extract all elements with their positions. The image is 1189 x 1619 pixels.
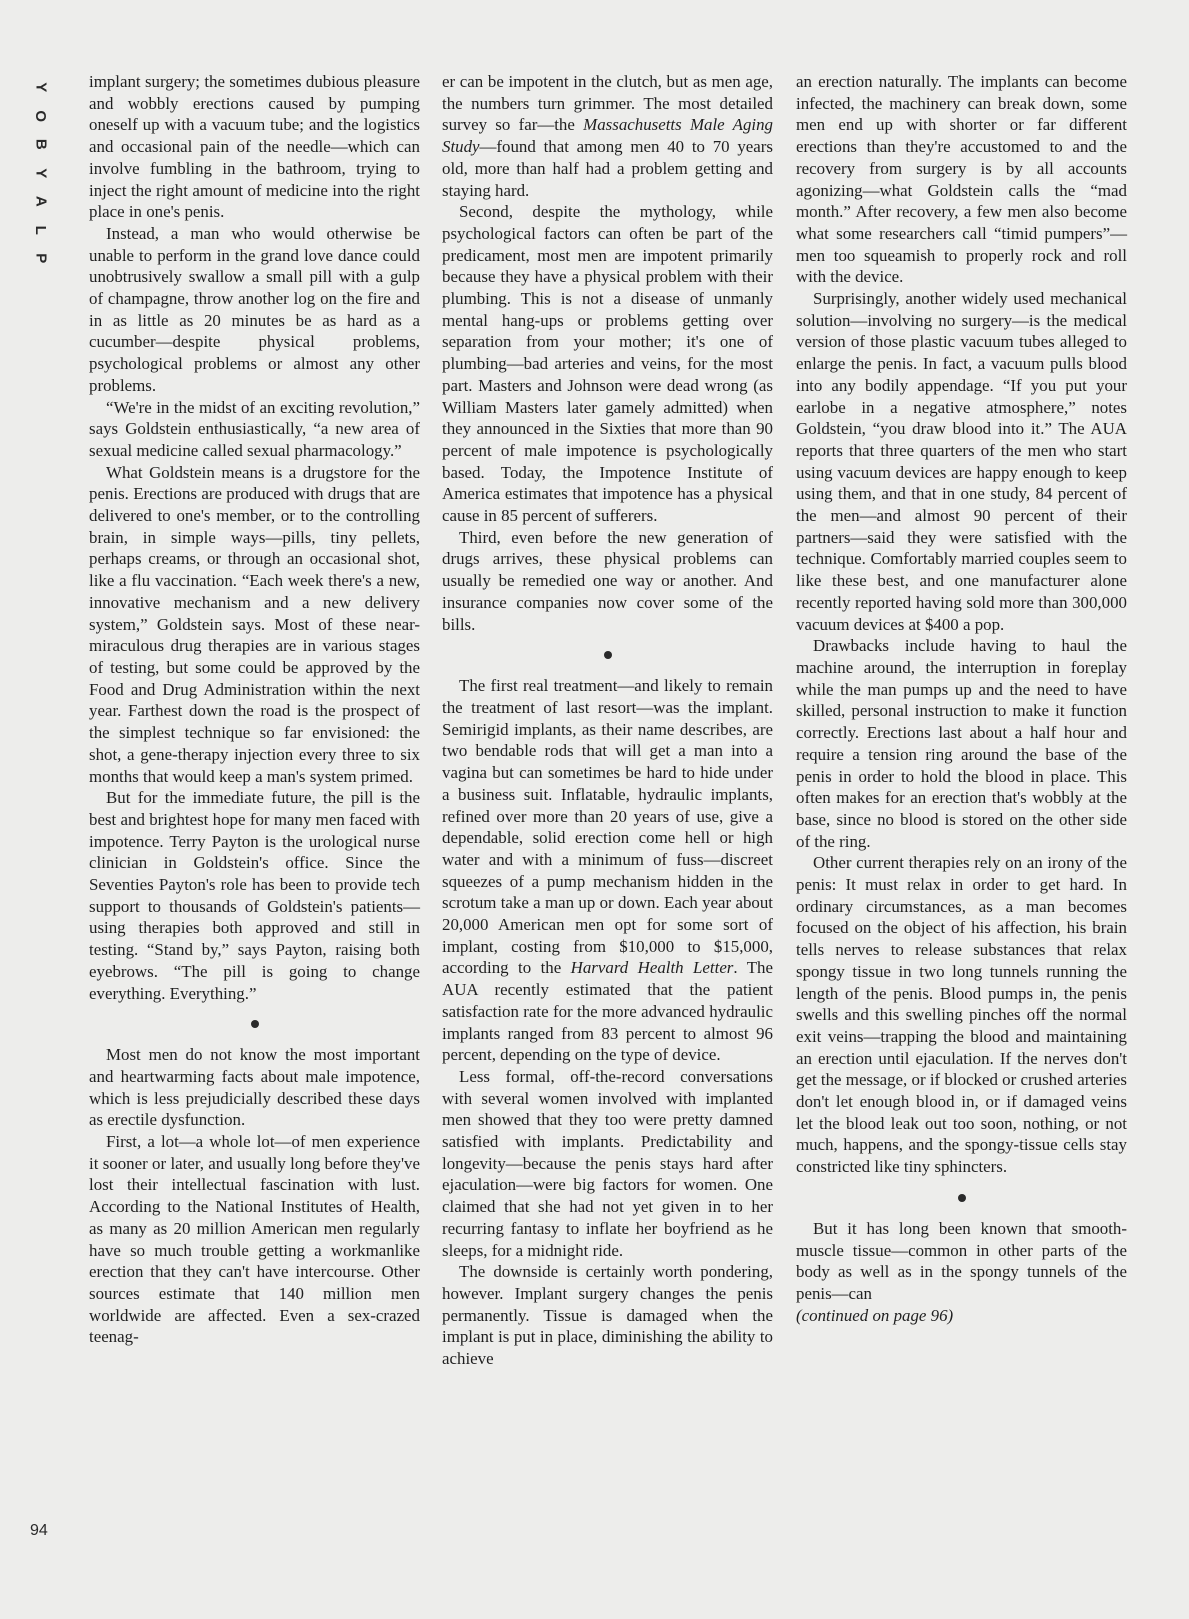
magazine-brand bbox=[30, 73, 50, 273]
section-break-bullet bbox=[796, 1178, 1127, 1218]
paragraph: Drawbacks include having to haul the machine around, the interruption in foreplay while the man pumps up and the need to have skilled, personal instruction to make it function correctly. Erections last about a half hour and require a tension ring around the base of the penis in order to hold the blood in place. This often makes for an erection that's wobbly at the base, since no blood is stored on the other side of the ring. bbox=[796, 636, 1127, 851]
paragraph: implant surgery; the sometimes dubious pleasure and wobbly erections caused by pumping oneself up with a vacuum tube; and the logistics and occasional pain of the needle—which can involve fumbling in the bathroom, trying to inject the right amount of medicine into the right place in one's penis. bbox=[89, 72, 420, 222]
text-run: —found that among men 40 to 70 years old, more than half had a problem getting and staying hard. bbox=[442, 137, 773, 200]
brand-letter: Y bbox=[32, 82, 50, 93]
paragraph: But it has long been known that smooth-muscle tissue—common in other parts of the body as well as in the spongy tunnels of the penis—can bbox=[796, 1218, 1127, 1303]
page-number: 94 bbox=[30, 1522, 48, 1539]
section-break-bullet bbox=[442, 635, 773, 675]
paragraph: “We're in the midst of an exciting revolution,” says Goldstein enthusiastically, “a new area of sexual medicine called sexual pharmacology.” bbox=[89, 397, 420, 460]
brand-letter: P bbox=[32, 253, 50, 264]
column-3 bbox=[796, 71, 1127, 1326]
text-run: The first real treatment—and likely to remain the treatment of last resort—was the implant. Semirigid implants, as their name describes, are two bendable rods that will get a man into a vagina but can sometimes be hard to hide under a business suit. Inflatable, hydraulic implants, refined over more than 20 years of use, give a dependable, solid erection come hell or high water and with a minimum of fuss—discreet squeezes of a pump mechanism hidden in the scrotum take a man up or down. Each year about 20,000 American men opt for some sort of implant, costing from $10,000 to $15,000, according to the bbox=[442, 676, 773, 978]
paragraph bbox=[442, 71, 773, 201]
paragraph: Other current therapies rely on an irony of the penis: It must relax in order to get hard. In ordinary circumstances, as a man becomes focused on the object of his affection, his brain tells nerves to release substances that relax spongy tissue in two long tunnels running the length of the penis. Blood pumps in, the penis swells and this swelling pinches off the normal exit veins—trapping the blood and maintaining an erection until ejaculation. If the nerves don't get the message, or if blocked or crushed arteries don't let enough blood in, or if damaged veins let the blood leak out too soon, nothing, or not much, happens, and the spongy-tissue cells stay constricted like tiny sphincters. bbox=[796, 853, 1127, 1177]
paragraph: But for the immediate future, the pill is the best and brightest hope for many men faced with impotence. Terry Payton is the urological nurse clinician in Goldstein's office. Since the Seventies Payton's role has been to provide tech support to thousands of Goldstein's patients—using therapies both approved and still in testing. “Stand by,” says Payton, raising both eyebrows. “The pill is going to change everything. Everything.” bbox=[89, 788, 420, 1003]
paragraph: The downside is certainly worth pondering, however. Implant surgery changes the penis permanently. Tissue is damaged when the implant is put in place, diminishing the ability to achieve bbox=[442, 1262, 773, 1369]
paragraph: What Goldstein means is a drugstore for the penis. Erections are produced with drugs that are delivered to one's member, or to the controlling brain, in simple ways—pills, tiny pellets, perhaps creams, or through an occasional shot, like a flu vaccination. “Each week there's a new, innovative mechanism and a new delivery system,” Goldstein says. Most of these near-miraculous drug therapies are in various stages of testing, but some could be approved by the Food and Drug Administration within the next year. Farthest down the road is the prospect of the simplest technique so far envisioned: the shot, a gene-therapy injection every three to six months that would keep a man's system primed. bbox=[89, 462, 420, 786]
paragraph: an erection naturally. The implants can become infected, the machinery can break down, some men end up with shorter or far different erections than they're accustomed to and the recovery from surgery is by all accounts agonizing—what Goldstein calls the “mad month.” After recovery, a few men also become what some researchers call “timid pumpers”—men too squeamish to properly rock and roll with the device. bbox=[796, 72, 1127, 287]
text-run: er can be impotent in the clutch, but as men age, the numbers turn grimmer. The most detailed survey so far—the bbox=[442, 72, 773, 135]
brand-letter: Y bbox=[32, 167, 50, 178]
section-break-bullet bbox=[89, 1004, 420, 1044]
paragraph: First, a lot—a whole lot—of men experience it sooner or later, and usually long before they've lost their intellectual fascination with lust. According to the National Institutes of Health, as many as 20 million American men regularly have so much trouble getting a workmanlike erection that they can't have intercourse. Other sources estimate that 140 million men worldwide are affected. Even a sex-crazed teenag- bbox=[89, 1132, 420, 1347]
brand-letter: B bbox=[32, 138, 50, 150]
brand-letter: A bbox=[32, 195, 50, 207]
publication-title: Massachusetts Male Aging Study bbox=[442, 115, 773, 157]
text-run: . The AUA recently estimated that the patient satisfaction rate for the more advanced hydraulic implants ranged from 83 percent to almost 96 percent, depending on the type of device. bbox=[442, 958, 773, 1065]
paragraph: Most men do not know the most important and heartwarming facts about male impotence, which is less prejudicially described these days as erectile dysfunction. bbox=[89, 1045, 420, 1130]
continued-note: (continued on page 96) bbox=[796, 1305, 954, 1325]
paragraph: Second, despite the mythology, while psychological factors can often be part of the predicament, most men are impotent primarily because they have a physical problem with their plumbing. This is not a disease of unmanly mental hang-ups or problems getting over separation from your mother; it's one of plumbing—bad arteries and veins, for the most part. Masters and Johnson were dead wrong (as William Masters later gamely admitted) when they announced in the Sixties that more than 90 percent of male impotence is psychologically based. Today, the Impotence Institute of America estimates that impotence has a physical cause in 85 percent of sufferers. bbox=[442, 202, 773, 526]
paragraph bbox=[442, 675, 773, 1066]
column-1 bbox=[89, 71, 420, 1348]
column-2 bbox=[442, 71, 773, 1370]
paragraph: Third, even before the new generation of drugs arrives, these physical problems can usually be remedied one way or another. And insurance companies now cover some of the bills. bbox=[442, 527, 773, 634]
publication-title: Harvard Health Letter bbox=[570, 958, 734, 978]
paragraph: Instead, a man who would otherwise be unable to perform in the grand love dance could unobtrusively swallow a small pill with a gulp of champagne, throw another log on the fire and in as little as 20 minutes be as hard as a cucumber—despite physical problems, psychological problems or almost any other problems. bbox=[89, 223, 420, 395]
brand-letter: O bbox=[32, 109, 50, 122]
paragraph: Less formal, off-the-record conversations with several women involved with implanted men showed that they too were pretty damned satisfied with implants. Predictability and longevity—because the penis stays hard after ejaculation—were big factors for women. One claimed that she had not yet given in to her recurring fantasy to inflate her boyfriend as he sleeps, for a midnight ride. bbox=[442, 1066, 773, 1260]
brand-letter: L bbox=[32, 225, 50, 235]
paragraph: Surprisingly, another widely used mechanical solution—involving no surgery—is the medical version of those plastic vacuum tubes alleged to enlarge the penis. In fact, a vacuum pulls blood into any bodily appendage. “If you put your earlobe in a negative atmosphere,” notes Goldstein, “you draw blood into it.” The AUA reports that three quarters of the men who start using vacuum devices are happy enough to keep using them, and that in one study, 84 percent of the men—and almost 90 percent of their partners—said they were satisfied with the technique. Comfortably married couples seem to like these best, and one manufacturer alone recently reported having sold more than 300,000 vacuum devices at $400 a pop. bbox=[796, 289, 1127, 634]
